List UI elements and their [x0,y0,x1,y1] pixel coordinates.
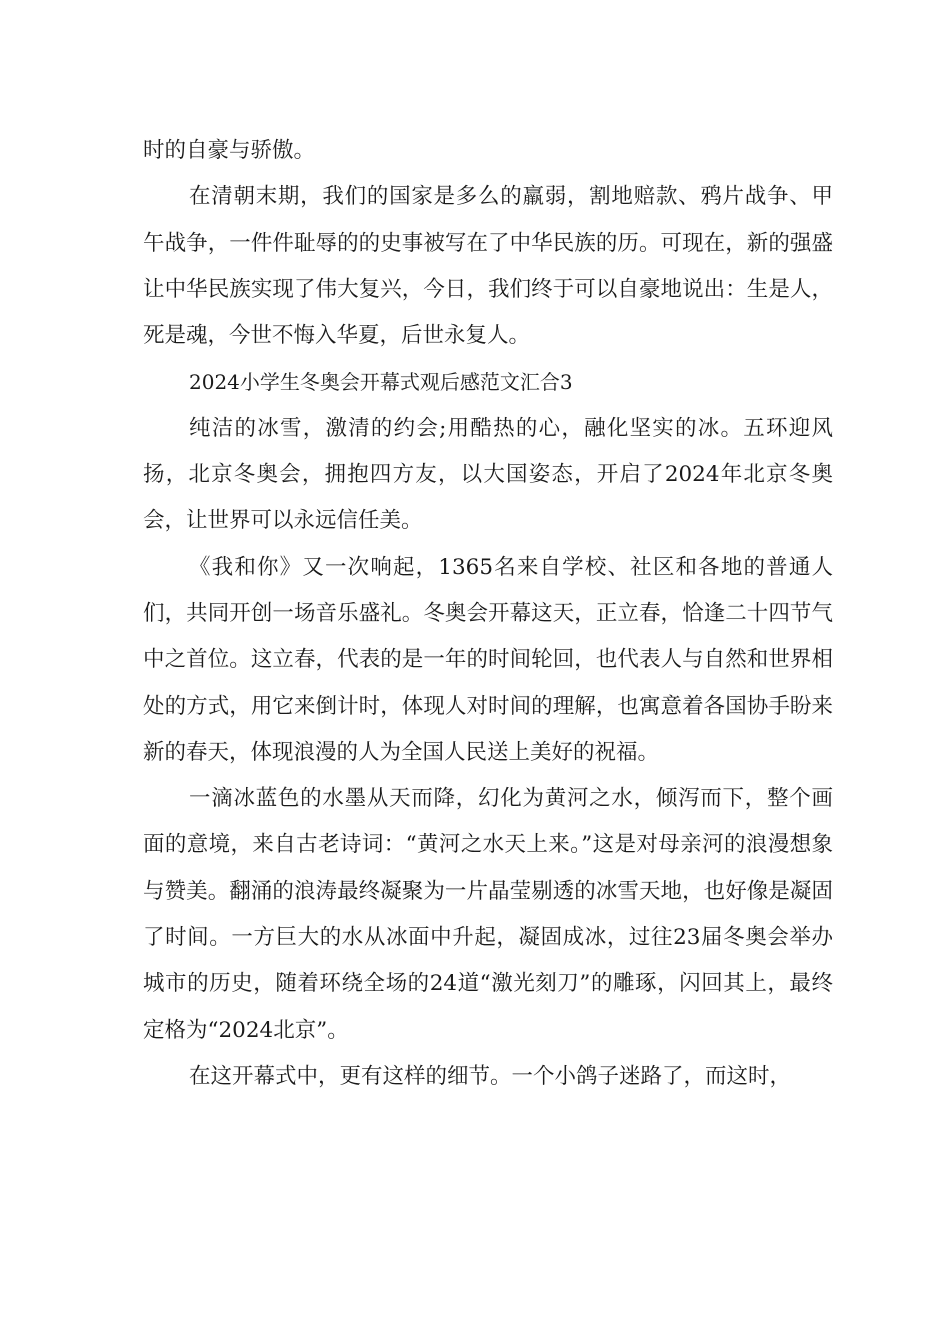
paragraph-4: 《我和你》又一次响起，1365名来自学校、社区和各地的普通人们，共同开创一场音乐盛礼。冬奥会开幕这天，正立春，恰逢二十四节气中之首位。这立春，代表的是一年的时间轮回，也代表人与自然和世界相处的方式，用它来倒计时，体现人对时间的理解，也寓意着各国协手盼来新的春天，体现浪漫的人为全国人民送上美好的祝福。 [143,554,833,765]
section-heading: 2024小学生冬奥会开幕式观后感范文汇合3 [189,370,573,395]
paragraph-3: 纯洁的冰雪，激清的约会;用酷热的心，融化坚实的冰。五环迎风扬，北京冬奥会，拥抱四方友，以大国姿态，开启了2024年北京冬奥会，让世界可以永远信任美。 [143,415,833,534]
paragraph-5: 一滴冰蓝色的水墨从天而降，幻化为黄河之水，倾泻而下，整个画面的意境，来自古老诗词：“黄河之水天上来。”这是对母亲河的浪漫想象与赞美。翻涌的浪涛最终凝聚为一片晶莹剔透的冰雪天地，也好像是凝固了时间。一方巨大的水从冰面中升起，凝固成冰，过往23届冬奥会举办城市的历史，随着环绕全场的24道“激光刻刀”的雕琢，闪回其上，最终定格为“2024北京”。 [143,786,833,1043]
paragraph-6: 在这开幕式中，更有这样的细节。一个小鸽子迷路了，而这时， [189,1063,792,1089]
paragraph-2: 在清朝末期，我们的国家是多么的羸弱，割地赔款、鸦片战争、甲午战争，一件件耻辱的的史事被写在了中华民族的历。可现在，新的强盛让中华民族实现了伟大复兴，今日，我们终于可以自豪地说出：生是人，死是魂，今世不悔入华夏，后世永复人。 [143,184,833,349]
paragraph-1: 时的自豪与骄傲。 [143,138,316,163]
document-page [143,128,833,1100]
